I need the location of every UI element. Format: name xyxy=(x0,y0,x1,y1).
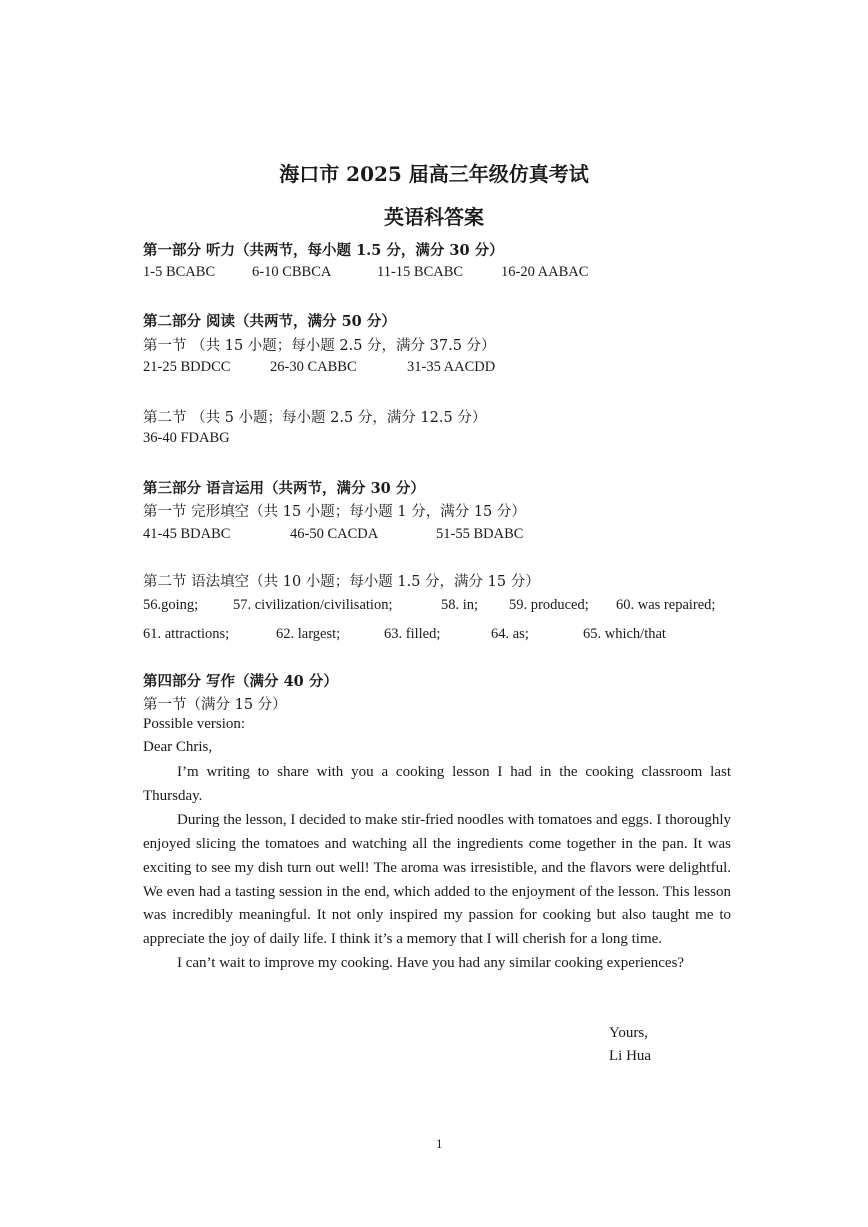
grammar-answer: 65. which/that xyxy=(583,626,666,642)
part2-section1-heading: 第一节 （共 15 小题；每小题 2.5 分，满分 37.5 分） xyxy=(143,338,496,354)
grammar-answer: 63. filled; xyxy=(384,626,441,642)
answer-group: 41-45 BDABC xyxy=(143,526,231,542)
exam-title: 海口市 2025 届高三年级仿真考试 xyxy=(279,162,589,186)
part3-section2-heading: 第二节 语法填空（共 10 小题；每小题 1.5 分，满分 15 分） xyxy=(143,574,540,590)
grammar-answer: 56.going; xyxy=(143,597,199,613)
letter-paragraph: During the lesson, I decided to make stir-fried noodles with tomatoes and eggs. I thoroughly enjoyed slicing the tomatoes and watching all the ingredients come together in the pan. It was exciting to see my dish turn out well! The aroma was irresistible, and the flavors were delightful. We even had a tasting session in the end, which added to the enjoyment of the lesson. This lesson was incredibly meaningful. It not only inspired my passion for cooking but also taught me to appreciate the joy of daily life. I think it’s a memory that I will cherish for a long time. xyxy=(143,811,731,948)
answer-group: 31-35 AACDD xyxy=(407,359,496,375)
exam-subtitle: 英语科答案 xyxy=(384,205,484,229)
answer-group: 46-50 CACDA xyxy=(290,526,379,542)
part4-section1-heading: 第一节（满分 15 分） xyxy=(143,697,287,713)
answer-group: 16-20 AABAC xyxy=(501,264,589,280)
part3-heading: 第三部分 语言运用（共两节，满分 30 分） xyxy=(143,480,425,497)
part3-section1-heading: 第一节 完形填空（共 15 小题；每小题 1 分，满分 15 分） xyxy=(143,504,526,520)
grammar-answer: 62. largest; xyxy=(276,626,341,642)
part1-heading: 第一部分 听力（共两节，每小题 1.5 分，满分 30 分） xyxy=(143,242,504,259)
answer-group: 36-40 FDABG xyxy=(143,430,230,446)
letter-closing: Yours, xyxy=(609,1025,648,1041)
answer-group: 26-30 CABBC xyxy=(270,359,357,375)
answer-group: 11-15 BCABC xyxy=(377,264,464,280)
grammar-answer: 61. attractions; xyxy=(143,626,230,642)
answer-group: 51-55 BDABC xyxy=(436,526,524,542)
letter-paragraph: I’m writing to share with you a cooking lesson I had in the cooking classroom last Thursday. xyxy=(143,764,731,804)
grammar-answer: 58. in; xyxy=(441,597,479,613)
letter-body xyxy=(143,761,731,976)
answer-group: 21-25 BDDCC xyxy=(143,359,231,375)
grammar-answer: 57. civilization/civilisation; xyxy=(233,597,393,613)
grammar-answer: 59. produced; xyxy=(509,597,589,613)
letter-greeting: Dear Chris, xyxy=(143,739,213,755)
answer-group: 6-10 CBBCA xyxy=(252,264,332,280)
part2-section2-heading: 第二节 （共 5 小题；每小题 2.5 分，满分 12.5 分） xyxy=(143,410,487,426)
letter-signature: Li Hua xyxy=(609,1048,652,1064)
letter-paragraph: I can’t wait to improve my cooking. Have you had any similar cooking experiences? xyxy=(177,955,685,972)
part4-heading: 第四部分 写作（满分 40 分） xyxy=(143,673,338,690)
grammar-answer: 64. as; xyxy=(491,626,529,642)
grammar-answer: 60. was repaired; xyxy=(616,597,716,613)
answer-group: 1-5 BCABC xyxy=(143,264,216,280)
page-number: 1 xyxy=(436,1136,443,1151)
possible-version-label: Possible version: xyxy=(143,716,246,732)
part2-heading: 第二部分 阅读（共两节，满分 50 分） xyxy=(143,313,396,330)
